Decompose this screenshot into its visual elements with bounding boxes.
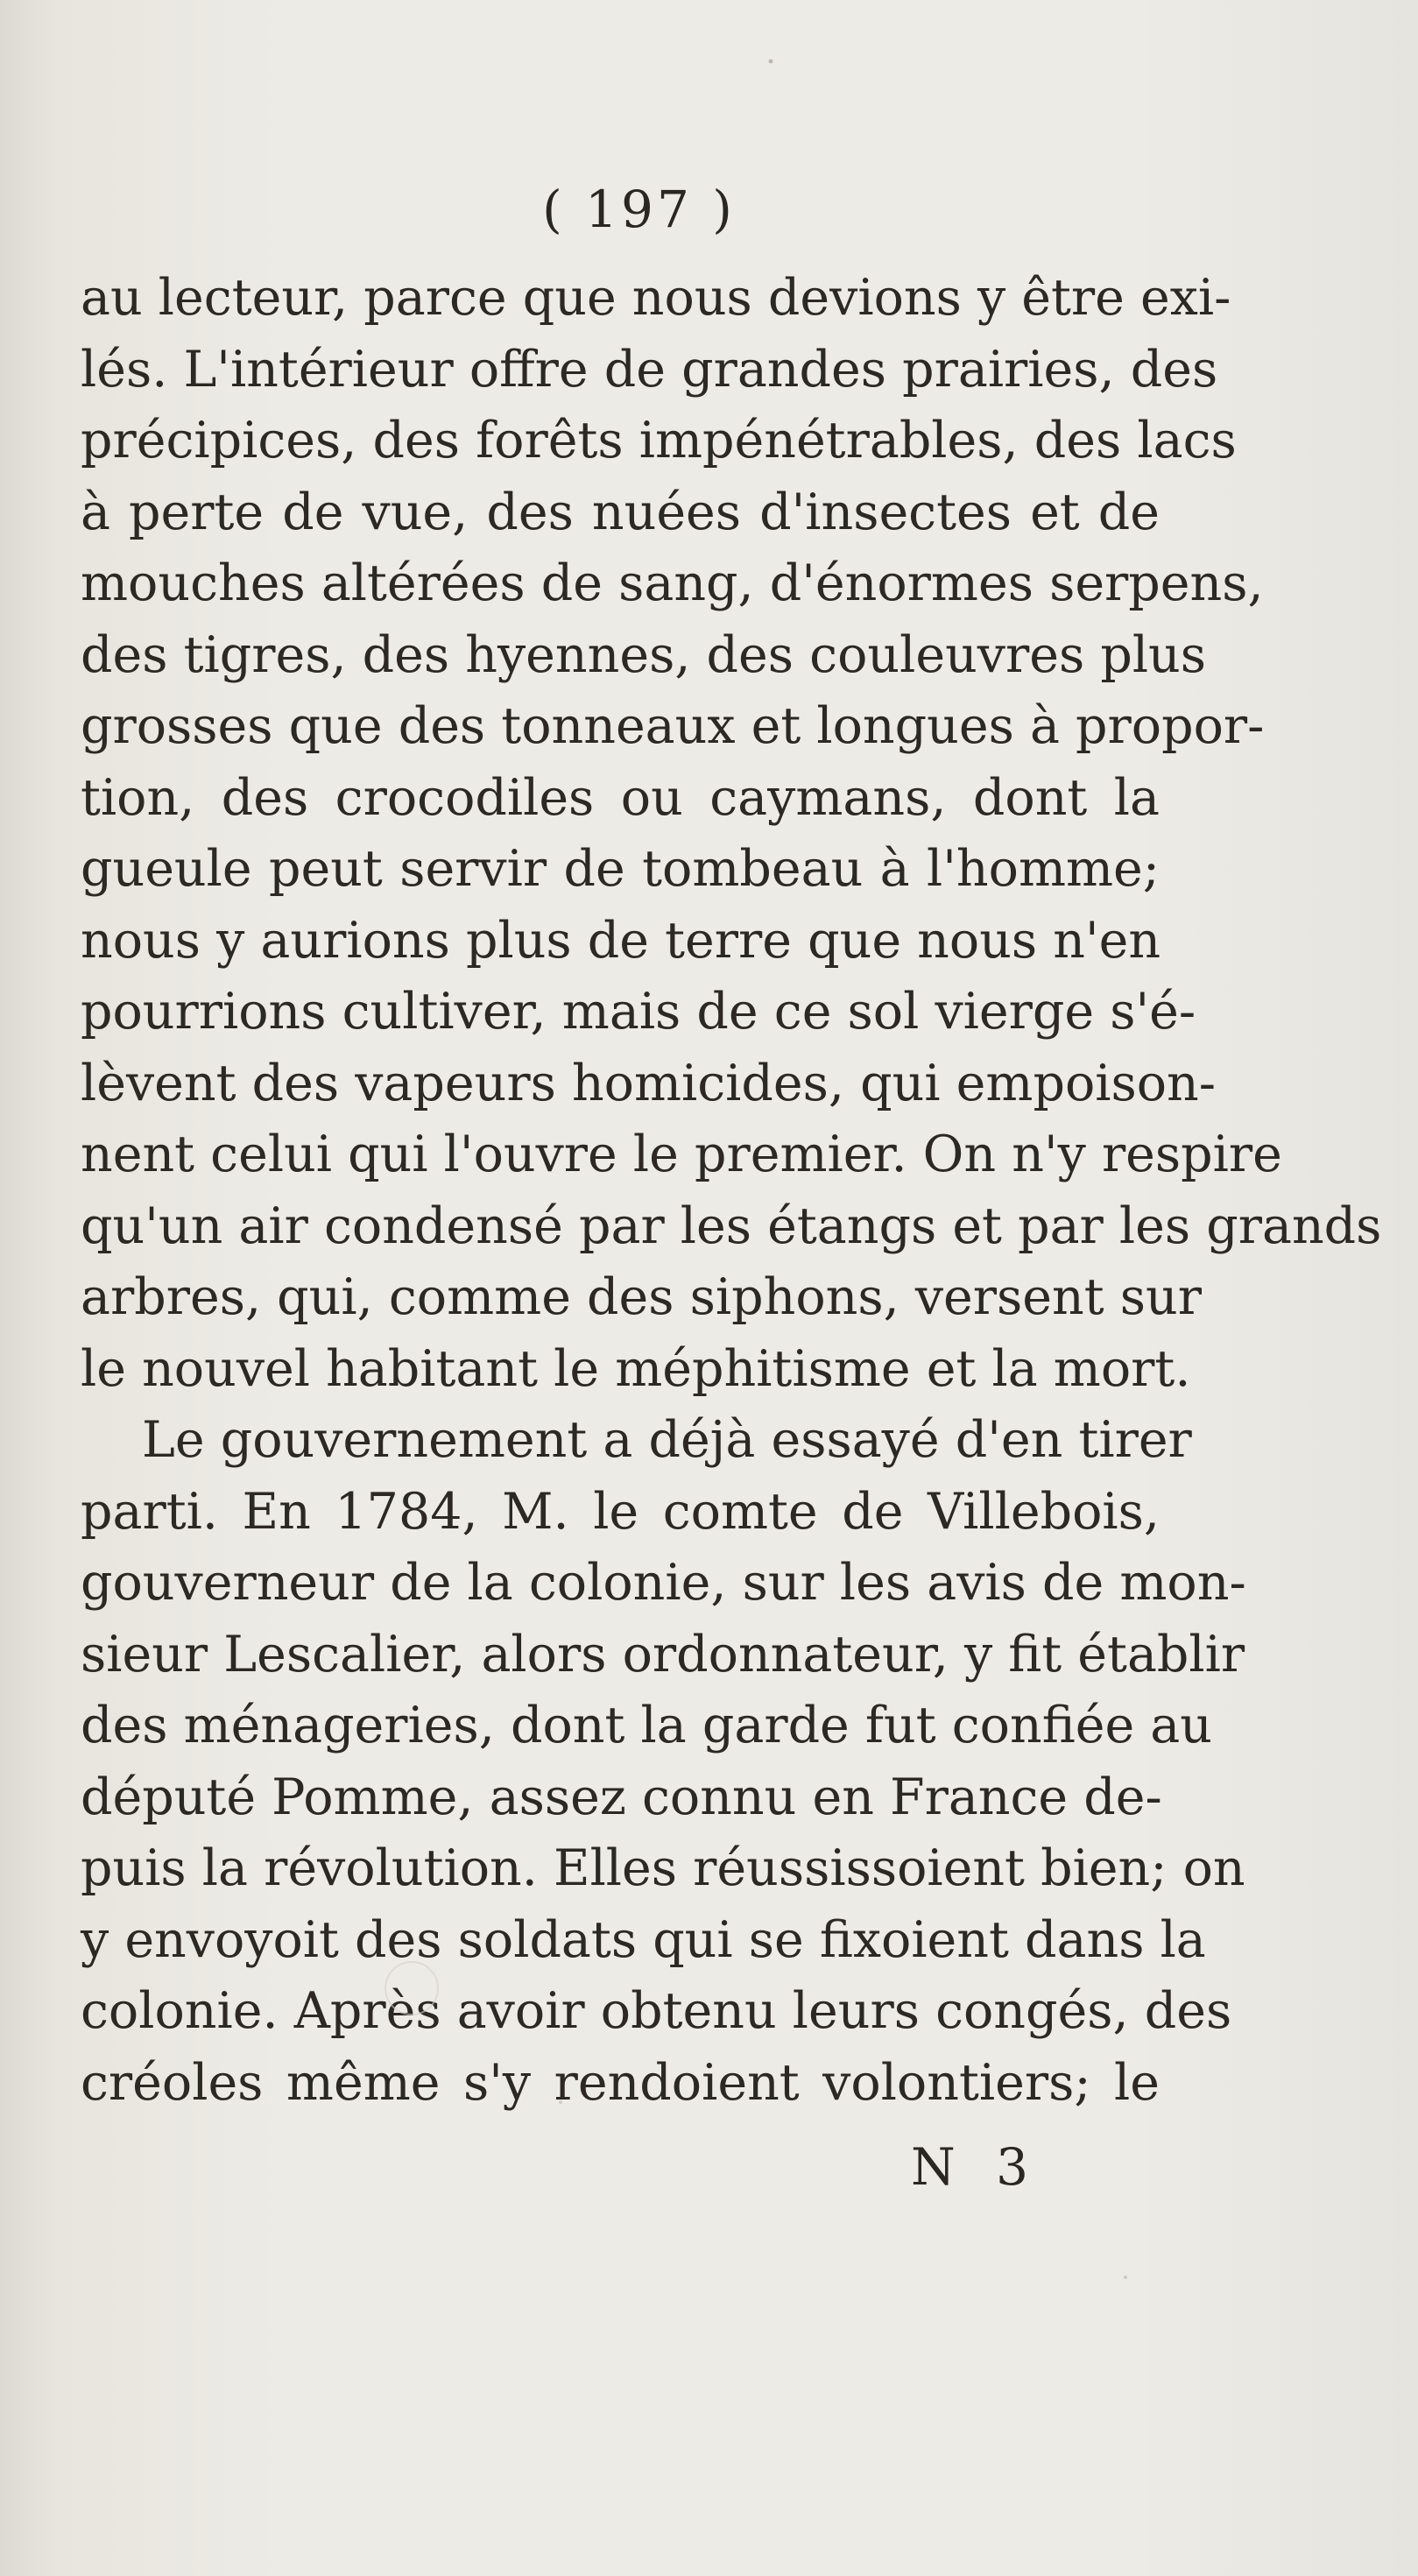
signature-mark: N 3 [911,2137,1041,2197]
text-line: lés. L'intérieur offre de grandes prairies, des [81,340,1218,399]
text-line: des tigres, des hyennes, des couleuvres plus [81,625,1207,684]
text-line: au lecteur, parce que nous devions y être exi- [81,269,1231,327]
body-text [81,263,1382,2119]
text-line: à perte de vue, des nuées d'insectes et de [81,483,1160,541]
text-line: y envoyoit des soldats qui se fixoient dans la [81,1910,1206,1969]
text-line: colonie. Après avoir obtenu leurs congés, des [81,1982,1232,2040]
text-line: qu'un air condensé par les étangs et par les grands [81,1196,1382,1255]
text-line: pourrions cultiver, mais de ce sol vierge s'é- [81,983,1196,1041]
page-number: ( 197 ) [542,180,736,239]
text-line: député Pomme, assez connu en France de- [81,1768,1162,1826]
text-line: puis la révolution. Elles réussissoient bien; on [81,1839,1245,1897]
text-line: arbres, qui, comme des siphons, versent sur [81,1268,1202,1326]
text-line: gouverneur de la colonie, sur les avis de mon- [81,1554,1246,1612]
text-line: nent celui qui l'ouvre le premier. On n'y respire [81,1126,1282,1183]
text-line: lèvent des vapeurs homicides, qui empoison- [81,1054,1217,1112]
text-line: des ménageries, dont la garde fut confiée au [81,1697,1212,1754]
text-line: nous y aurions plus de terre que nous n'en [81,911,1161,970]
text-line: le nouvel habitant le méphitisme et la mort. [81,1339,1191,1398]
text-line: tion, des crocodiles ou caymans, dont la [81,768,1160,827]
text-line: grosses que des tonneaux et longues à propor- [81,697,1265,755]
text-line: créoles même s'y rendoient volontiers; le [81,2053,1160,2112]
text-line: parti. En 1784, M. le comte de Villebois, [81,1482,1160,1541]
text-line: précipices, des forêts impénétrables, des lacs [81,412,1237,469]
text-line: Le gouvernement a déjà essayé d'en tirer [142,1411,1192,1469]
text-line: sieur Lescalier, alors ordonnateur, y fit établir [81,1625,1245,1683]
text-line: mouches altérées de sang, d'énormes serpens, [81,554,1264,612]
text-line: gueule peut servir de tombeau à l'homme; [81,840,1160,898]
